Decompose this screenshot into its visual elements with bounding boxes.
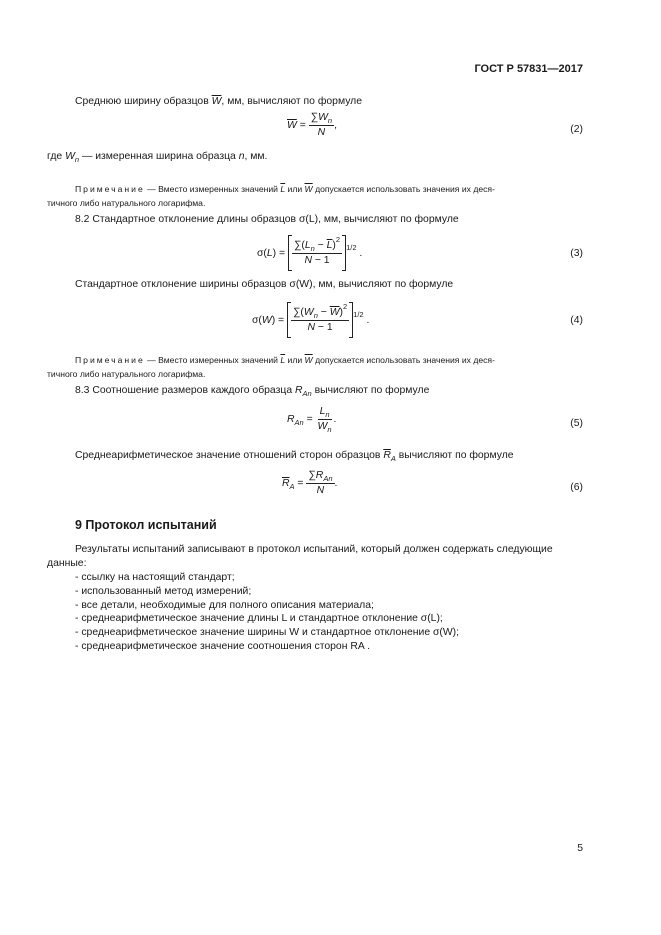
formula-4: σ( W ) = $\frac{\sum(W_n - \overline{W})^2}{N - 1}$ 1/2 .: [252, 302, 369, 338]
formula-2: $\overline{W}$ = $\frac{\sum W_n}{N}$ ,: [287, 112, 337, 138]
note-1: Примечание — Вместо измеренных значений $\overline{L}$ или $\overline{W}$ допускается использовать значения их деся- тичного либо натурального логарифма.: [47, 184, 495, 208]
section-8-2: 8.2 Стандартное отклонение длины образцов σ(L), мм, вычисляют по формуле: [75, 214, 459, 225]
formula-3: σ( L ) = $\frac{\sum(L_n - \overline{L})^2}{N - 1}$ 1/2 .: [257, 235, 362, 271]
list-item: - использованный метод измерений;: [75, 585, 252, 597]
note-2: Примечание — Вместо измеренных значений $\overline{L}$ или $\overline{W}$ допускается использовать значения их деся- тичного либо натурального логарифма.: [47, 355, 495, 379]
results-list: [75, 571, 459, 654]
mean-width-intro: Среднюю ширину образцов: [75, 96, 209, 107]
equation-number-4: (4): [570, 315, 583, 326]
mean-width-paragraph: Среднюю ширину образцов $\overline{W}$, мм, вычисляют по формуле: [75, 96, 363, 107]
where-clause: где $W_n$ — измеренная ширина образца n, мм.: [47, 151, 268, 164]
document-header: ГОСТ Р 57831—2017: [474, 63, 583, 75]
list-item: - ссылку на настоящий стандарт;: [75, 572, 235, 583]
equation-number-6: (6): [570, 482, 583, 493]
equation-number-2: (2): [570, 124, 583, 135]
list-item: - все детали, необходимые для полного описания материала;: [75, 599, 374, 611]
sigma-w-paragraph: Стандартное отклонение ширины образцов σ(W), мм, вычисляют по формуле: [75, 279, 454, 290]
equation-number-5: (5): [570, 418, 583, 429]
equation-number-3: (3): [570, 248, 583, 259]
list-item: - среднеарифметическое значение длины L и стандартное отклонение σ(L);: [75, 613, 443, 625]
results-paragraph: Результаты испытаний записывают в протокол испытаний, который должен содержать следующие данные:: [47, 544, 553, 569]
formula-6: $\overline{R}$ A = $\frac{\sum R_{An}}{N}$ .: [282, 470, 338, 496]
section-9-title: 9 Протокол испытаний: [75, 518, 217, 532]
list-item: - среднеарифметическое значение соотношения сторон RA .: [75, 640, 370, 652]
list-item: - среднеарифметическое значение ширины W и стандартное отклонение σ(W);: [75, 627, 460, 639]
symbol-w-bar: $\overline{W}$: [211, 96, 222, 107]
page-number: 5: [577, 843, 583, 854]
mean-ratio-paragraph: Среднеарифметическое значение отношений сторон образцов $\overline{R}_A$ вычисляют по формуле: [75, 450, 514, 463]
formula-5: R An = $\frac{L_n}{W_n}$ .: [287, 406, 337, 434]
section-8-3: 8.3 Соотношение размеров каждого образца $R_{An}$ вычисляют по формуле: [75, 385, 430, 398]
